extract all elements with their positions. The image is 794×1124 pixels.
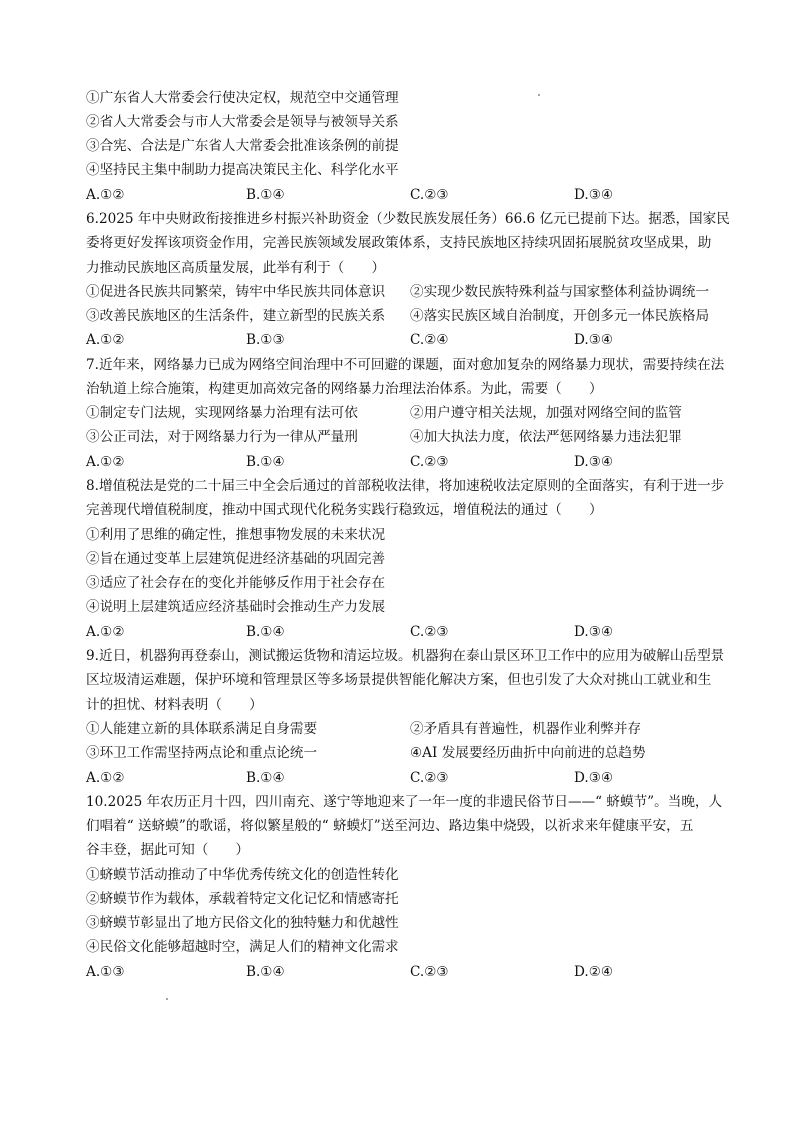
q6-statement-1: ①促进各民族共同繁荣，铸牢中华民族共同体意识 xyxy=(86,284,386,300)
q6-option-b[interactable]: B.①③ xyxy=(246,332,285,348)
q9-statements-row-1 xyxy=(86,720,726,738)
q7-option-d[interactable]: D.③④ xyxy=(574,454,614,470)
q9-option-d[interactable]: D.③④ xyxy=(574,770,614,786)
q9-statement-2: ②矛盾具有普遍性，机器作业利弊并存 xyxy=(410,721,642,737)
q9-option-a[interactable]: A.①② xyxy=(86,770,125,786)
q9-stem-line-1: 9.近日，机器狗再登泰山，测试搬运货物和清运垃圾。机器狗在泰山景区环卫工作中的应用为破解山岳型景 xyxy=(86,648,725,664)
q10-statement-4: ④民俗文化能够超越时空，满足人们的精神文化需求 xyxy=(86,939,399,955)
q8-stem-line-2: 完善现代增值税制度，推动中国式现代化税务实践行稳致远，增值税法的通过（ ） xyxy=(86,502,603,518)
q6-options xyxy=(86,331,726,349)
q8-option-b[interactable]: B.①④ xyxy=(246,624,285,640)
q8-statement-3: ③适应了社会存在的变化并能够反作用于社会存在 xyxy=(86,575,386,591)
q8-options xyxy=(86,623,726,641)
q7-statement-3: ③公正司法，对于网络暴力行为一律从严量刑 xyxy=(86,429,358,445)
q8-stem-line-1: 8.增值税法是党的二十届三中全会后通过的首部税收法律，将加速税收法定原则的全面落实，有利于进一步 xyxy=(86,478,725,494)
q7-options xyxy=(86,453,726,471)
q5-options xyxy=(86,186,726,204)
q7-statement-1: ①制定专门法规，实现网络暴力治理有法可依 xyxy=(86,405,358,421)
q7-statement-2: ②用户遵守相关法规，加强对网络空间的监管 xyxy=(410,405,682,421)
q10-statement-2: ②蛴蟆节作为载体，承载着特定文化记忆和情感寄托 xyxy=(86,891,399,907)
q7-stem-line-1: 7.近年来，网络暴力已成为网络空间治理中不可回避的课题，面对愈加复杂的网络暴力现状，需要持续在法 xyxy=(86,357,725,373)
q10-option-c[interactable]: C.②③ xyxy=(410,964,449,980)
q10-option-a[interactable]: A.①③ xyxy=(86,964,125,980)
q6-statement-3: ③改善民族地区的生活条件，建立新型的民族关系 xyxy=(86,308,386,324)
q7-option-a[interactable]: A.①② xyxy=(86,454,125,470)
q5-statement-4: ④坚持民主集中制助力提高决策民主化、科学化水平 xyxy=(86,162,399,178)
q8-option-d[interactable]: D.③④ xyxy=(574,624,614,640)
q6-statement-2: ②实现少数民族特殊利益与国家整体利益协调统一 xyxy=(410,284,710,300)
scan-speck xyxy=(538,94,540,96)
q10-options xyxy=(86,963,726,981)
q10-stem-line-1: 10.2025 年农历正月十四，四川南充、遂宁等地迎来了一年一度的非遗民俗节日——“ 蛴蟆节”。当晚，人 xyxy=(86,794,723,810)
q6-stem-line-1: 6.2025 年中央财政衔接推进乡村振兴补助资金（少数民族发展任务）66.6 亿元已提前下达。据悉，国家民 xyxy=(86,211,730,227)
q9-statement-4: ④AI 发展要经历曲折中向前进的总趋势 xyxy=(410,745,646,761)
q8-option-a[interactable]: A.①② xyxy=(86,624,125,640)
q7-statements-row-1 xyxy=(86,404,726,422)
q6-statements-row-2 xyxy=(86,307,726,325)
q5-option-d[interactable]: D.③④ xyxy=(574,187,614,203)
q6-stem-line-2: 委将更好发挥该项资金作用，完善民族领域发展政策体系，支持民族地区持续巩固拓展脱贫攻坚成果，助 xyxy=(86,235,712,251)
q7-statements-row-2 xyxy=(86,428,726,446)
q9-stem-line-3: 计的担忧、材料表明（ ） xyxy=(86,697,263,713)
q10-statement-3: ③蛴蟆节彰显出了地方民俗文化的独特魅力和优越性 xyxy=(86,915,399,931)
q10-statement-1: ①蛴蟆节活动推动了中华优秀传统文化的创造性转化 xyxy=(86,867,399,883)
q9-statement-1: ①人能建立新的具体联系满足自身需要 xyxy=(86,721,318,737)
q9-statement-3: ③环卫工作需坚持两点论和重点论统一 xyxy=(86,745,318,761)
q8-statement-4: ④说明上层建筑适应经济基础时会推动生产力发展 xyxy=(86,599,386,615)
q5-option-c[interactable]: C.②③ xyxy=(410,187,449,203)
q6-statements-row-1 xyxy=(86,283,726,301)
q10-stem-line-3: 谷丰登，据此可知（ ） xyxy=(86,842,250,858)
scan-speck xyxy=(166,998,168,1000)
q6-option-a[interactable]: A.①② xyxy=(86,332,125,348)
q5-statement-1: ①广东省人大常委会行使决定权，规范空中交通管理 xyxy=(86,90,399,106)
q7-statement-4: ④加大执法力度，依法严惩网络暴力违法犯罪 xyxy=(410,429,682,445)
q9-stem-line-2: 区垃圾清运难题，保护环境和管理景区等多场景提供智能化解决方案，但也引发了大众对挑山工就业和生 xyxy=(86,672,712,688)
q6-stem-line-3: 力推动民族地区高质量发展，此举有利于（ ） xyxy=(86,260,386,276)
q8-statement-2: ②旨在通过变革上层建筑促进经济基础的巩固完善 xyxy=(86,551,386,567)
q8-option-c[interactable]: C.②③ xyxy=(410,624,449,640)
q10-option-d[interactable]: D.②④ xyxy=(574,964,614,980)
q5-statement-2: ②省人大常委会与市人大常委会是领导与被领导关系 xyxy=(86,114,399,130)
q9-option-c[interactable]: C.②③ xyxy=(410,770,449,786)
q9-options xyxy=(86,769,726,787)
q5-option-b[interactable]: B.①④ xyxy=(246,187,285,203)
q5-statement-3: ③合宪、合法是广东省人大常委会批准该条例的前提 xyxy=(86,138,399,154)
q10-stem-line-2: 们唱着“ 送蛴蟆”的歌谣，将似繁星般的“ 蛴蟆灯”送至河边、路边集中烧毁，以祈求来年健康平安，五 xyxy=(86,818,694,834)
q6-option-c[interactable]: C.②④ xyxy=(410,332,449,348)
q10-option-b[interactable]: B.①④ xyxy=(246,964,285,980)
q8-statement-1: ①利用了思维的确定性，推想事物发展的未来状况 xyxy=(86,527,386,543)
q5-option-a[interactable]: A.①② xyxy=(86,187,125,203)
q7-option-b[interactable]: B.①④ xyxy=(246,454,285,470)
q9-option-b[interactable]: B.①④ xyxy=(246,770,285,786)
q7-option-c[interactable]: C.②③ xyxy=(410,454,449,470)
q6-option-d[interactable]: D.③④ xyxy=(574,332,614,348)
q7-stem-line-2: 治轨道上综合施策，构建更加高效完备的网络暴力治理法治体系。为此，需要（ ） xyxy=(86,381,603,397)
q9-statements-row-2 xyxy=(86,744,726,762)
q6-statement-4: ④落实民族区域自治制度，开创多元一体民族格局 xyxy=(410,308,710,324)
